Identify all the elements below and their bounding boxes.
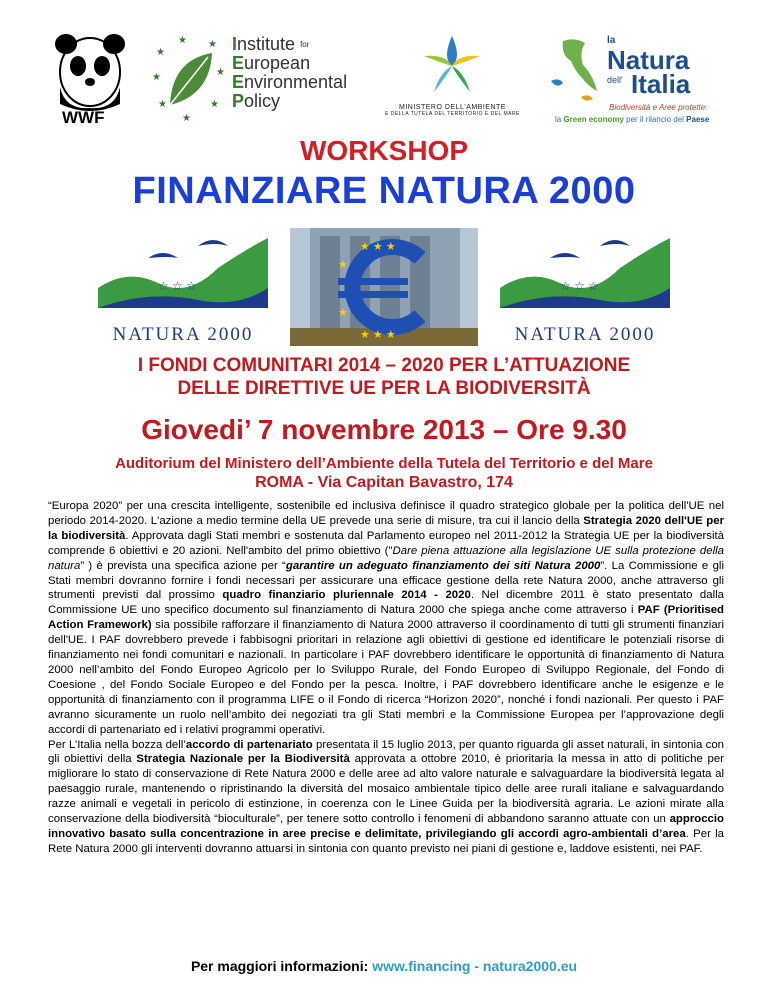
wwf-logo: [50, 32, 130, 127]
svg-text:★: ★: [152, 72, 161, 83]
natura-italia-tagline2: la Green economy per il rilancio del Paese: [555, 115, 710, 124]
natura2000-logo-right: [490, 228, 680, 346]
italy-map-icon: [545, 35, 605, 105]
ministero-line1: MINISTERO DELL'AMBIENTE: [399, 104, 506, 111]
svg-text:★: ★: [208, 39, 217, 50]
wwf-label: WWF: [62, 108, 105, 127]
svg-text:★: ★: [216, 67, 225, 78]
subtitle-line2: DELLE DIRETTIVE UE PER LA BIODIVERSITÀ: [177, 378, 591, 399]
ieep-line2: uropean: [244, 53, 311, 73]
natura-italia-tagline1: Biodiversità e Aree protette:: [609, 103, 708, 112]
page-title: FINANZIARE NATURA 2000: [132, 170, 636, 212]
ieep-line3: nvironmental: [244, 72, 348, 92]
svg-text:★: ★: [158, 99, 167, 110]
svg-text:★: ★: [338, 307, 348, 319]
svg-text:★: ★: [156, 47, 165, 58]
svg-text:☆ ☆ ☆: ☆ ☆ ☆: [158, 279, 197, 293]
event-address: ROMA - Via Capitan Bavastro, 174: [255, 474, 513, 491]
ieep-line1: nstitute: [237, 34, 296, 54]
ieep-logo: [150, 35, 365, 125]
subtitle: [0, 354, 768, 400]
workshop-kicker: WORKSHOP: [300, 135, 468, 166]
event-venue: Auditorium del Ministero dell’Ambiente della Tutela del Territorio e del Mare: [115, 455, 653, 472]
natura-italia-dell: dell': [607, 75, 623, 85]
ieep-for: for: [300, 40, 310, 49]
svg-text:★: ★: [210, 99, 219, 110]
ministero-logo: [385, 30, 520, 130]
leaf-stars-icon: [150, 35, 230, 125]
logo-strip: [0, 20, 768, 130]
svg-text:☆ ☆: ☆ ☆: [146, 293, 171, 307]
natura2000-label-left: NATURA 2000: [112, 324, 254, 345]
natura2000-logo-left: [88, 228, 278, 346]
ieep-name: Institute $^{for}$ European Environmental Policy: [232, 34, 348, 111]
natura2000-emblem-icon: [490, 228, 680, 323]
svg-text:★: ★: [178, 35, 187, 46]
euro-photo: [290, 228, 478, 346]
svg-text:★ ★ ★: ★ ★ ★: [360, 241, 396, 253]
svg-text:☆ ☆: ☆ ☆: [548, 293, 573, 307]
footer: [0, 958, 768, 974]
footer-label: Per maggiori informazioni:: [190, 958, 373, 974]
euro-sign-icon: [290, 228, 478, 346]
svg-text:★ ★ ★: ★ ★ ★: [360, 329, 396, 341]
svg-text:★: ★: [338, 259, 348, 271]
svg-text:★: ★: [182, 113, 191, 124]
subtitle-line1: I FONDI COMUNITARI 2014 – 2020 PER L’ATTUAZIONE: [137, 355, 631, 376]
natura2000-label-right: NATURA 2000: [514, 324, 656, 345]
ieep-line4: olicy: [244, 91, 281, 111]
svg-text:☆ ☆ ☆: ☆ ☆ ☆: [560, 279, 599, 293]
paragraph-2: Per L’Italia nella bozza dell’accordo di partenariato presentata il 15 luglio 2013, per quanto riguarda gli asset naturali, in sintonia con gli obiettivi della Strategia Nazionale per la Biodiversità approvata a ottobre 2010, è prioritaria la messa in atto di politiche per migliorare lo stato di conservazione di Rete Natura 2000 e delle aree ad alto valore naturale e salvaguardare la biodiversità legata al paesaggio rurale, mantenendo o ripristinando la diversità del mosaico ambientale tipico delle aree rurali italiane e salvaguardando razze animali e vegetali in pericolo di estinzione, in coerenza con le Linee Guida per la biodiversità agraria. Le azioni mirate alla conservazione della biodiversità “bioculturale”, per tenere sotto controllo i fenomeni di abbandono saranno attuate con un approccio innovativo basato sulla concentrazione in aree precise e delimitate, privilegiando gli accordi agro-ambientali d’area. Per la Rete Natura 2000 gli interventi dovranno attuarsi in sintonia con quanto previsto nei piani di gestione e, laddove esistenti, nei PAF.: [48, 738, 725, 855]
body-text: [48, 499, 724, 857]
footer-link[interactable]: www.financing - natura2000.eu: [372, 958, 578, 974]
ministero-name: [385, 104, 520, 117]
paragraph-1: “Europa 2020” per una crescita intelligente, sostenibile ed inclusiva definisce il quadro strategico globale per la politica dell'UE nel periodo 2014-2020. L'azione a medio termine della UE prevede una serie di misure, tra cui il lancio della Strategia 2020 dell'UE per la biodiversità. Approvata dagli Stati membri e sostenuta dal Parlamento europeo nel 2011-2012 la Strategia UE per la biodiversità comprende 6 obiettivi e 20 azioni. Nell'ambito del primo obiettivo ("Dare piena attuazione alla legislazione UE sulla protezione della natura” ) è prevista una specifica azione per “garantire un adeguato finanziamento dei siti Natura 2000”. La Commissione e gli Stati membri dovranno fornire i fondi necessari per assicurare una efficace gestione della rete Natura 2000, anche attraverso gli strumenti previsti dal prossimo quadro finanziario pluriennale 2014 - 2020. Nel dicembre 2011 è stato presentato dalla Commissione UE uno specifico documento sul finanziamento di Natura 2000 che spiega anche come attraverso i PAF (Prioritised Action Framework) sia possibile rafforzare il finanziamento di Natura 2000 attraverso il coordinamento di tutti gli strumenti finanziari dell'UE. I PAF dovrebbero prevede i fabbisogni prioritari in relazione agli obiettivi di gestione ed identificare le potenziali risorse di finanziamento nei fondi comunitari e nazionali. In particolare i PAF dovrebbero identificare le opportunità di finanziamento di Natura 2000 nell’ambito del Fondo Europeo Agricolo per lo Sviluppo Rurale, del Fondo Europeo di Sviluppo Regionale, del Fondo di Coesione , del Fondo Sociale Europeo e del Fondo per la pesca. Inoltre, i PAF dovrebbero identificare anche le esigenze e le opportunità di finanziamento con il programma LIFE o il Fondo di ricerca “Horizon 2020”, nonché i fondi nazionali. Per questo i PAF avranno sicuramente un ruolo nell’ambito dei negoziati tra gli Stati membri e la Commissione Europea per l’approvazione degli accordi di partenariato ed i relativi programmi operativi.: [48, 500, 724, 736]
natura-italia-italia: Italia: [631, 69, 691, 99]
star-swirl-icon: [385, 30, 520, 102]
event-date: Giovedi’ 7 novembre 2013 – Ore 9.30: [141, 414, 627, 445]
natura-italia-la: la: [607, 35, 616, 46]
ministero-line2: E DELLA TUTELA DEL TERRITORIO E DEL MARE: [385, 111, 520, 117]
natura2000-emblem-icon: [88, 228, 278, 323]
natura-italia-logo: [545, 35, 725, 125]
natura-italia-natura: Natura: [607, 45, 690, 75]
